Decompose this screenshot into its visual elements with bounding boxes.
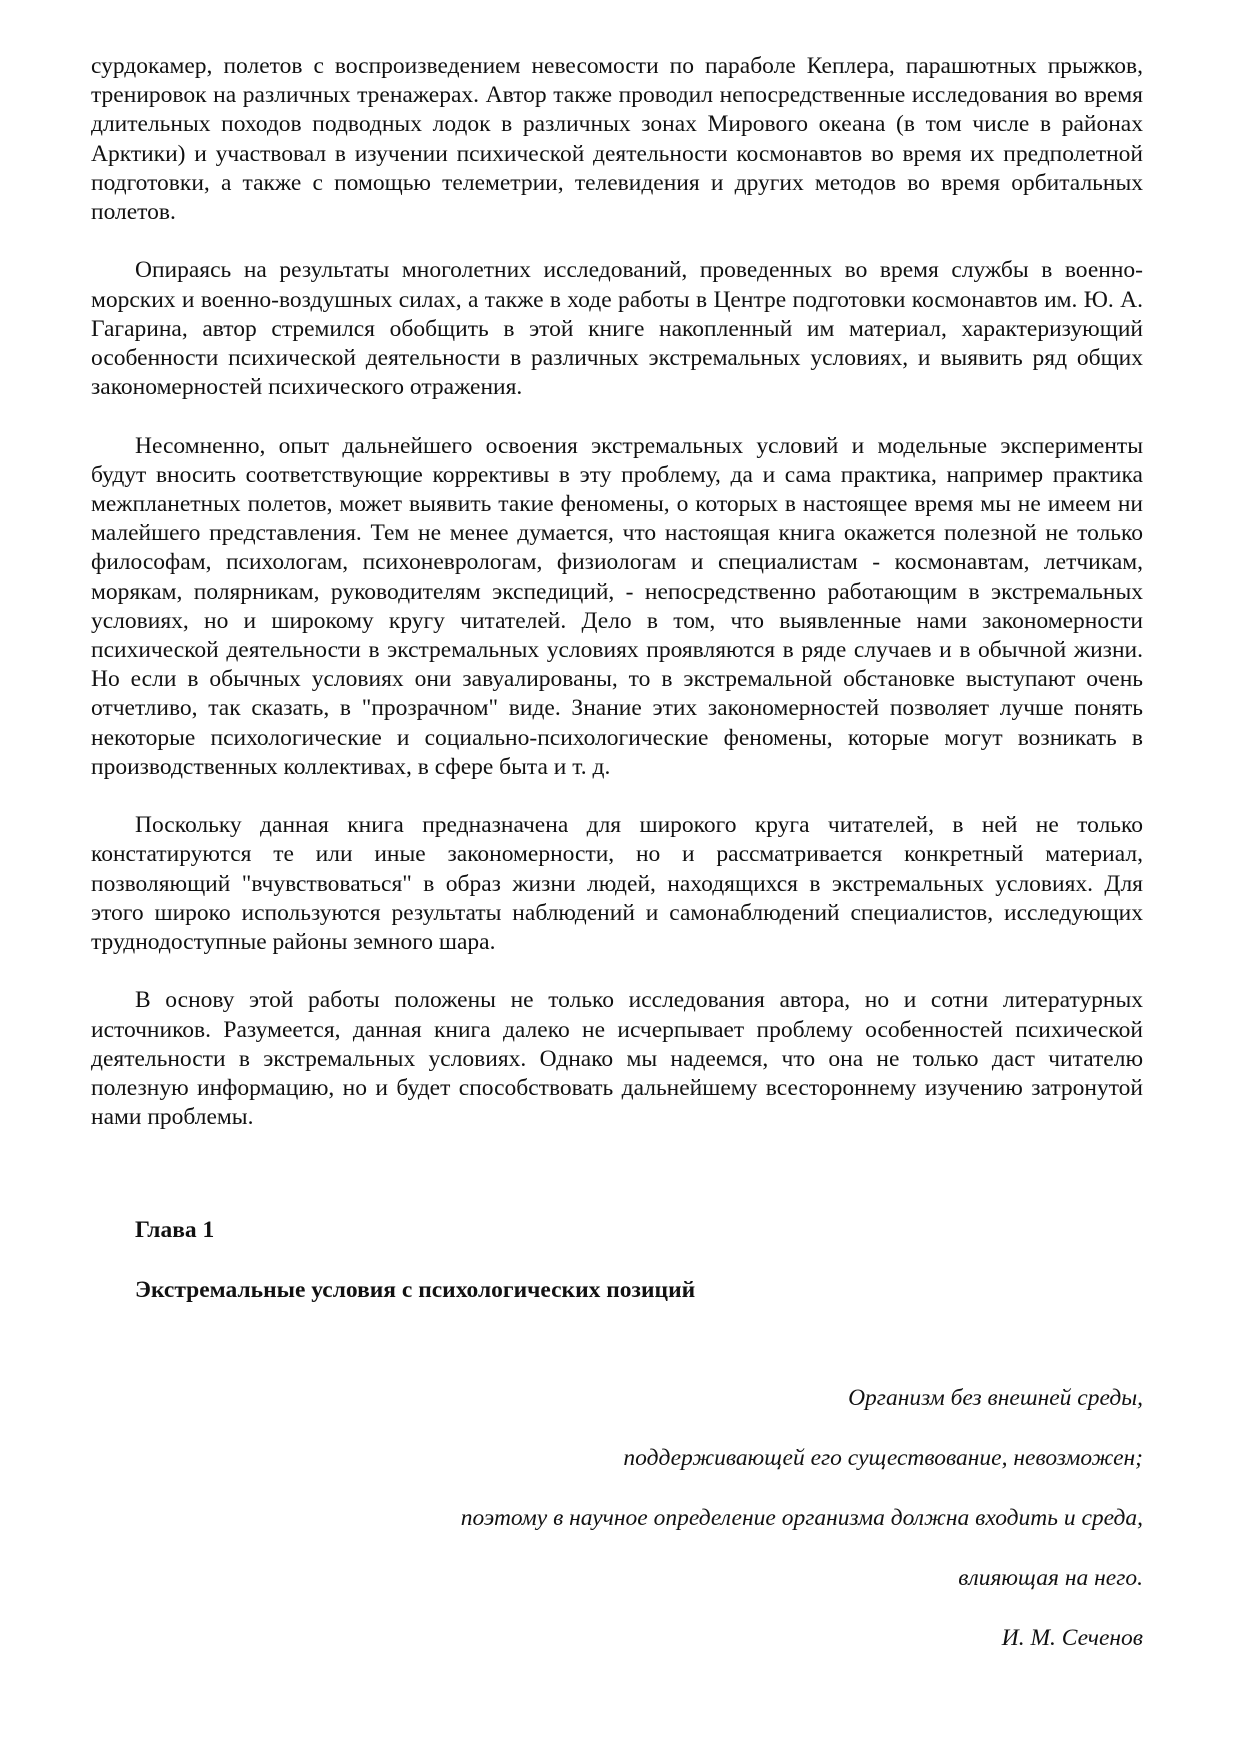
chapter-number-heading: Глава 1 bbox=[135, 1217, 215, 1243]
epigraph-line-1: Организм без внешней среды, bbox=[848, 1385, 1143, 1411]
body-paragraph-3: Несомненно, опыт дальнейшего освоения экстремальных условий и модельные эксперименты будут вносить соответствующие коррективы в эту проблему, да и сама практика, например практика межпланетных полетов, может выявить такие феномены, о которых в настоящее время мы не имеем ни малейшего представления. Тем не менее думается, что настоящая книга окажется полезной не только философам, психологам, психоневрологам, физиологам и специалистам - космонавтам, летчикам, морякам, полярникам, руководителям экспедиций, - непосредственно работающим в экстремальных условиях, но и широкому кругу читателей. Дело в том, что выявленные нами закономерности психической деятельности в экстремальных условиях проявляются в ряде случаев и в обычной жизни. Но если в обычных условиях они завуалированы, то в экстремальной обстановке выступают очень отчетливо, так сказать, в "прозрачном" виде. Знание этих закономерностей позволяет лучше понять некоторые психологические и социально-психологические феномены, которые могут возникать в производственных коллективах, в сфере быта и т. д. bbox=[91, 432, 1143, 780]
body-paragraph-2: Опираясь на результаты многолетних исследований, проведенных во время службы в военно-морских и военно-воздушных силах, а также в ходе работы в Центре подготовки космонавтов им. Ю. А. Гагарина, автор стремился обобщить в этой книге накопленный им материал, характеризующий особенности психической деятельности в различных экстремальных условиях, и выявить ряд общих закономерностей психического отражения. bbox=[91, 257, 1143, 401]
epigraph-line-4: влияющая на него. bbox=[958, 1565, 1143, 1591]
body-paragraph-5: В основу этой работы положены не только исследования автора, но и сотни литературных источников. Разумеется, данная книга далеко не исчерпывает проблему особенностей психической деятельности в экстремальных условиях. Однако мы надеемся, что она не только даст читателю полезную информацию, но и будет способствовать дальнейшему всестороннему изучению затронутой нами проблемы. bbox=[91, 987, 1143, 1131]
body-paragraph-1: сурдокамер, полетов с воспроизведением невесомости по параболе Кеплера, парашютных прыжков, тренировок на различных тренажерах. Автор также проводил непосредственные исследования во время длительных походов подводных лодок в различных зонах Мирового океана (в том числе в районах Арктики) и участвовал в изучении психической деятельности космонавтов во время их предполетной подготовки, а также с помощью телеметрии, телевидения и других методов во время орбитальных полетов. bbox=[91, 53, 1143, 226]
epigraph-line-2: поддерживающей его существование, невозможен; bbox=[623, 1445, 1143, 1471]
body-paragraph-4: Поскольку данная книга предназначена для широкого круга читателей, в ней не только констатируются те или иные закономерности, но и рассматривается конкретный материал, позволяющий "вчувствоваться" в образ жизни людей, находящихся в экстремальных условиях. Для этого широко используются результаты наблюдений и самонаблюдений специалистов, исследующих труднодоступные районы земного шара. bbox=[91, 812, 1143, 956]
epigraph-line-3: поэтому в научное определение организма должна входить и среда, bbox=[460, 1505, 1143, 1531]
document-page bbox=[91, 52, 1143, 1651]
chapter-title-heading: Экстремальные условия с психологических позиций bbox=[135, 1277, 696, 1303]
epigraph-author: И. М. Сеченов bbox=[1001, 1625, 1143, 1651]
